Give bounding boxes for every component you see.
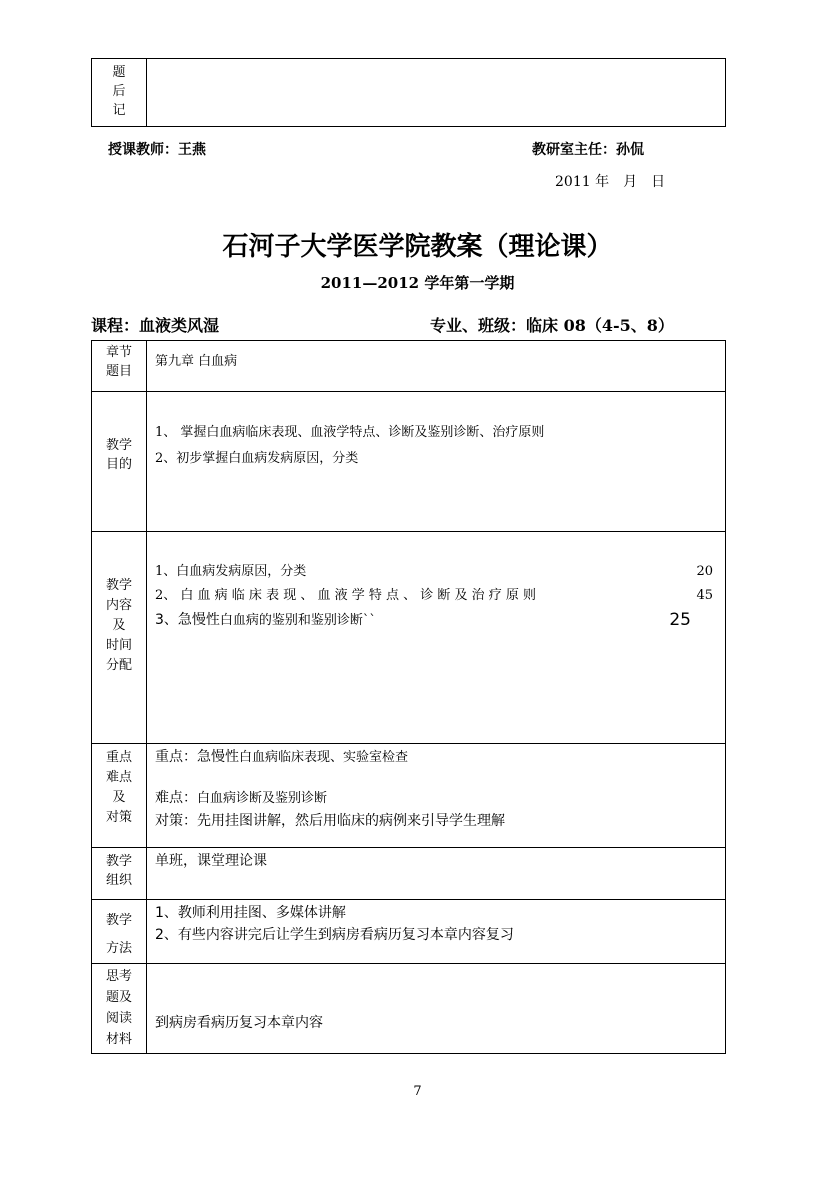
content-item xyxy=(155,560,725,584)
focus-prefix: 重点：急慢性 xyxy=(155,749,239,765)
method-text xyxy=(147,900,726,964)
label-line: 重点 xyxy=(105,750,132,765)
content-item xyxy=(155,608,725,633)
label-line: 教学 xyxy=(105,437,132,453)
content-item-body: 白血病的鉴别和鉴别诊断`` xyxy=(219,613,376,628)
row-objectives xyxy=(92,392,726,532)
difficulty-text: 白血病诊断及鉴别诊断 xyxy=(197,791,328,806)
row-content xyxy=(92,532,726,744)
content-item-time: 45 xyxy=(696,588,713,603)
label-line: 时间 xyxy=(105,638,132,653)
method-item: 1、教师利用挂图、多媒体讲解 xyxy=(155,905,346,921)
organization-value: 单班，课堂理论课 xyxy=(155,853,267,869)
label-line: 教学 xyxy=(105,854,132,869)
content-item-text: 1、白血病发病原因，分类 xyxy=(155,564,307,579)
row-reading xyxy=(92,964,726,1054)
top-table-content xyxy=(147,59,726,127)
label-line: 难点 xyxy=(105,770,132,785)
label-line: 及 xyxy=(112,618,126,633)
label-line: 题及 xyxy=(105,990,132,1005)
organization-text xyxy=(147,848,726,900)
key-points-label xyxy=(92,744,147,848)
page-title: 石河子大学医学院教案（理论课） xyxy=(222,232,613,262)
label-line: 阅读 xyxy=(105,1011,132,1026)
method-label xyxy=(92,900,147,964)
objective-item: 1、 掌握白血病临床表现、血液学特点、诊断及鉴别诊断、治疗原则 xyxy=(155,425,545,440)
method-item: 2、有些内容讲完后让学生到病房看病历复习本章内容复习 xyxy=(155,927,514,943)
label-line: 教学 xyxy=(105,578,132,593)
course-label: 课程：血液类风湿 xyxy=(91,316,220,335)
label-char: 后 xyxy=(112,84,126,99)
lesson-plan-table xyxy=(91,340,726,1054)
row-method xyxy=(92,900,726,964)
difficulty-line xyxy=(155,787,725,810)
label-line: 对策 xyxy=(105,810,132,825)
organization-label xyxy=(92,848,147,900)
content-item-prefix: 3、急慢性 xyxy=(155,612,220,628)
label-line: 题目 xyxy=(105,364,132,379)
label-char: 记 xyxy=(112,103,126,118)
objectives-text xyxy=(147,392,726,532)
reading-text xyxy=(147,964,726,1054)
content-item-time: 20 xyxy=(696,564,713,579)
strategy-line: 对策：先用挂图讲解，然后用临床的病例来引导学生理解 xyxy=(155,813,505,829)
label-line: 材料 xyxy=(105,1032,132,1047)
top-table xyxy=(91,58,726,127)
major-class-label: 专业、班级：临床 08（4-5、8） xyxy=(430,316,674,335)
focus-line xyxy=(155,746,725,769)
row-chapter xyxy=(92,341,726,392)
director-signature: 教研室主任：孙侃 xyxy=(532,142,644,158)
label-line: 组织 xyxy=(105,873,132,888)
top-table-label xyxy=(92,59,147,127)
content-item xyxy=(155,584,725,608)
signature-date: 2011 年 月 日 xyxy=(555,174,666,190)
chapter-title: 第九章 白血病 xyxy=(155,354,238,369)
chapter-text xyxy=(147,341,726,392)
label-line: 分配 xyxy=(105,658,132,673)
difficulty-prefix: 难点： xyxy=(155,790,197,806)
objective-item: 2、初步掌握白血病发病原因，分类 xyxy=(155,451,359,466)
teacher-signature: 授课教师：王燕 xyxy=(108,142,206,158)
page-subtitle: 2011—2012 学年第一学期 xyxy=(320,274,515,292)
label-line: 及 xyxy=(112,790,126,805)
label-line: 内容 xyxy=(105,598,132,613)
row-organization xyxy=(92,848,726,900)
content-item-time: 25 xyxy=(669,610,691,630)
reading-label xyxy=(92,964,147,1054)
content-item-text: 2、 白 血 病 临 床 表 现 、 血 液 学 特 点 、 诊 断 及 治 疗 原 则 xyxy=(155,588,537,603)
chapter-label xyxy=(92,341,147,392)
page-number: 7 xyxy=(413,1084,422,1099)
reading-value: 到病房看病历复习本章内容 xyxy=(155,1015,323,1031)
label-line: 章节 xyxy=(105,345,132,360)
label-char: 题 xyxy=(112,65,126,80)
content-item-text xyxy=(155,608,376,633)
focus-text: 白血病临床表现、实验室检查 xyxy=(239,750,409,765)
label-line: 教学 xyxy=(105,913,132,928)
key-points-text xyxy=(147,744,726,848)
label-line: 目的 xyxy=(105,456,132,472)
label-line: 思考 xyxy=(105,969,132,984)
objectives-label xyxy=(92,392,147,532)
row-key-points xyxy=(92,744,726,848)
content-text xyxy=(147,532,726,744)
label-line: 方法 xyxy=(105,941,132,956)
content-label xyxy=(92,532,147,744)
